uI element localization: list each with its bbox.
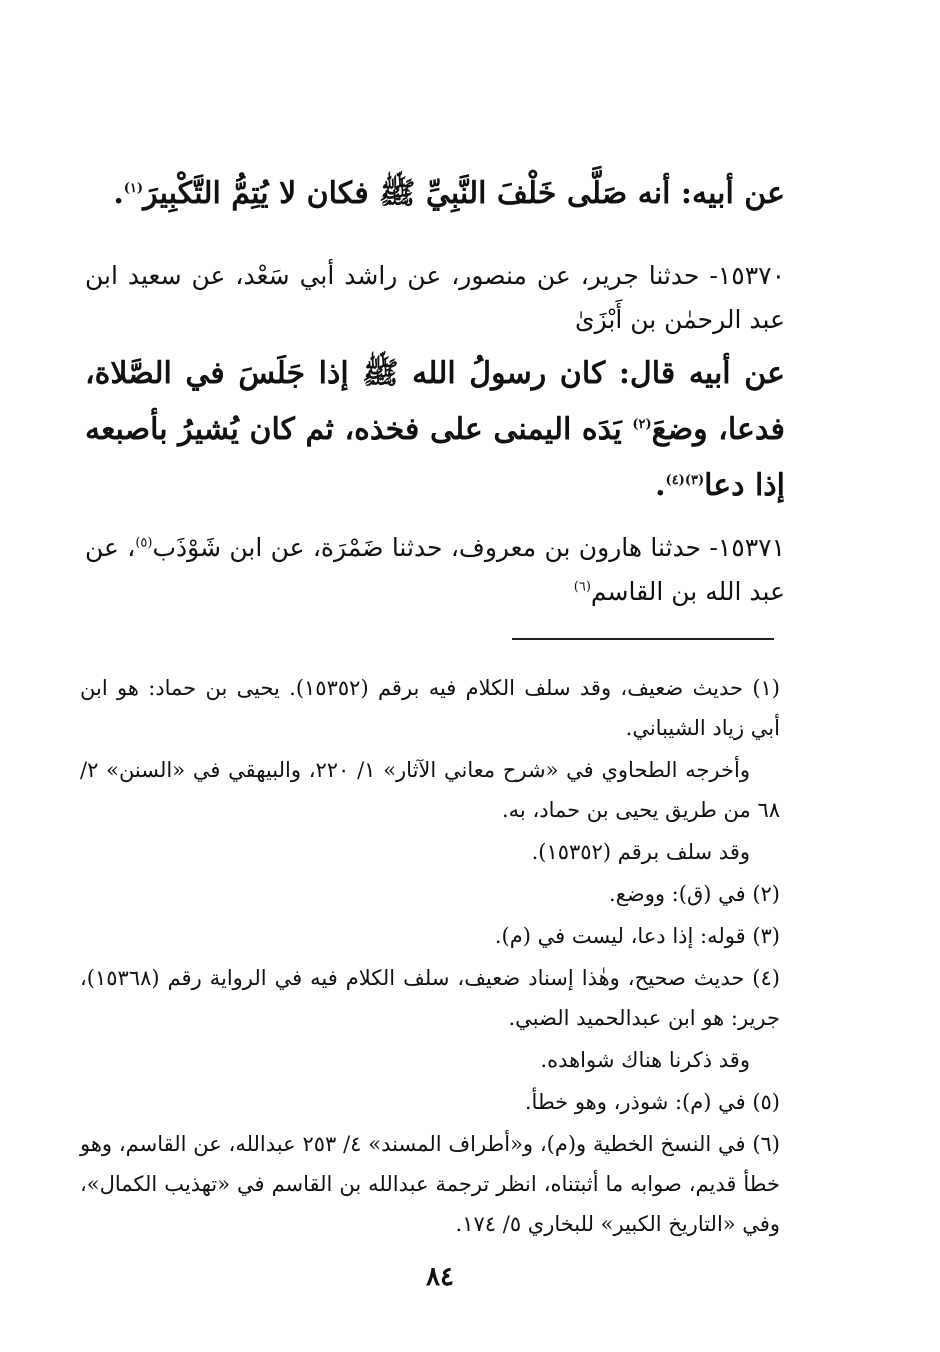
hadith-15370-isnad: ١٥٣٧٠- حدثنا جرير، عن منصور، عن راشد أبي سَعْد، عن سعيد ابن عبد الرحمٰن بن أَبْزَىٰ: [85, 261, 785, 334]
hadith-text-2: [85, 346, 785, 514]
hadith-text-1: [85, 166, 785, 222]
footnote-1-continued: وأخرجه الطحاوي في «شرح معاني الآثار» ١/ ٢٢٠، والبيهقي في «السنن» ٢/ ٦٨ من طريق يحيى بن حماد، به.: [80, 758, 780, 822]
hadith-text-2-part-b: يَدَه اليمنى على فخذه، ثم كان يُشيرُ بأصبعه إذا دعا: [85, 412, 785, 503]
page-number: ٨٤: [426, 1262, 454, 1292]
hadith-15371-part-a: ١٥٣٧١- حدثنا هارون بن معروف، حدثنا ضَمْرَة، عن ابن شَوْذَب: [152, 533, 785, 562]
footnote-ref-6: (٦): [573, 579, 591, 595]
footnote-ref-1: (١): [123, 181, 144, 196]
footnote-1-continued-2: وقد سلف برقم (١٥٣٥٢).: [531, 840, 750, 864]
footnote-1: (١) حديث ضعيف، وقد سلف الكلام فيه برقم (١٥٣٥٢). يحيى بن حماد: هو ابن أبي زياد الشيباني.: [80, 676, 780, 740]
hadith-text-1-body: عن أبيه: أنه صَلَّى خَلْفَ النَّبِيِّ ﷺ فكان لا يُتِمُّ التَّكْبِيرَ: [143, 176, 785, 211]
footnote-ref-3-4: (٣)(٤): [665, 473, 705, 488]
footnote-4-continued: وقد ذكرنا هناك شواهده.: [540, 1048, 750, 1072]
footnote-4: (٤) حديث صحيح، وهٰذا إسناد ضعيف، سلف الكلام فيه في الرواية رقم (١٥٣٦٨)، جرير: هو ابن عبدالحميد الضبي.: [80, 966, 780, 1030]
hadith-15371-part-b: ، عن عبد الله بن القاسم: [85, 533, 785, 606]
footnote-ref-5: (٥): [135, 535, 153, 551]
hadith-15371-isnad: [85, 526, 785, 614]
hadith-text-1-end: .: [113, 176, 124, 211]
footnote-3: (٣) قوله: إذا دعا، ليست في (م).: [494, 924, 780, 948]
footnote-ref-2: (٢): [632, 417, 652, 432]
footnotes: [80, 668, 780, 1246]
hadith-text-2-end: .: [655, 468, 666, 503]
footnote-separator: [512, 638, 774, 640]
footnote-5: (٥) في (م): شوذر، وهو خطأ.: [524, 1090, 780, 1114]
hadith-text-2-part-a: عن أبيه قال: كان رسولُ الله ﷺ إذا جَلَسَ في الصَّلاة، فدعا، وضعَ: [85, 356, 785, 447]
footnote-6: (٦) في النسخ الخطية و(م)، و«أطراف المسند» ٤/ ٢٥٣ عبدالله، عن القاسم، وهو خطأ قديم، صوابه ما أثبتناه، انظر ترجمة عبدالله بن القاسم في «تهذيب الكمال»، وفي «التاريخ الكبير» للبخاري ٥/ ١٧٤.: [80, 1132, 780, 1236]
footnote-2: (٢) في (ق): ووضع.: [609, 882, 780, 906]
